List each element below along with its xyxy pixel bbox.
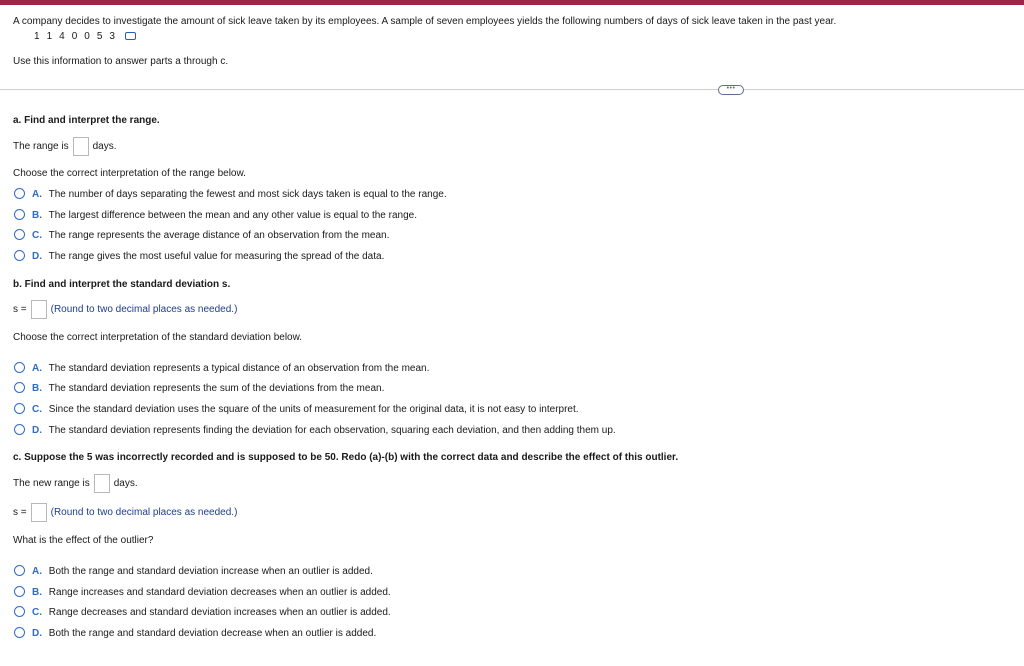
range-prefix: The new range is <box>13 478 90 490</box>
radio-button[interactable] <box>14 188 25 199</box>
option-text: Both the range and standard deviation decrease when an outlier is added. <box>48 628 377 640</box>
option-letter: D. <box>32 251 42 263</box>
option-letter: D. <box>32 628 42 640</box>
option-text: The largest difference between the mean and any other value is equal to the range. <box>48 210 418 222</box>
copy-data-icon[interactable] <box>125 32 136 40</box>
part-b-prompt: b. Find and interpret the standard deviation s. <box>13 279 231 290</box>
part-a-range-line <box>13 137 117 156</box>
radio-button[interactable] <box>14 403 25 414</box>
part-c-option-a[interactable] <box>14 566 373 577</box>
radio-button[interactable] <box>14 586 25 597</box>
range-answer-input[interactable] <box>73 137 89 156</box>
question-text: A company decides to investigate the amount of sick leave taken by its employees. A sample of seven employees yields the following numbers of days of sick leave taken in the past year. <box>13 16 837 27</box>
option-text: The range represents the average distance of an observation from the mean. <box>48 230 390 242</box>
option-letter: A. <box>32 189 42 201</box>
radio-button[interactable] <box>14 250 25 261</box>
part-c-option-c[interactable] <box>14 607 391 618</box>
data-values <box>34 31 143 42</box>
part-c-range-line <box>13 474 138 493</box>
range-suffix: days. <box>92 141 117 153</box>
effect-question: What is the effect of the outlier? <box>13 535 154 546</box>
s-label: s = <box>13 507 27 519</box>
rounding-hint: (Round to two decimal places as needed.) <box>50 507 238 519</box>
option-text: Since the standard deviation uses the square of the units of measurement for the original data, it is not easy to interpret. <box>48 404 579 416</box>
option-letter: C. <box>32 404 42 416</box>
radio-button[interactable] <box>14 565 25 576</box>
part-a-option-c[interactable] <box>14 230 389 241</box>
option-letter: B. <box>32 383 42 395</box>
new-s-answer-input[interactable] <box>31 503 47 522</box>
part-a-prompt: a. Find and interpret the range. <box>13 115 160 126</box>
part-b-option-d[interactable] <box>14 425 616 436</box>
part-a-option-d[interactable] <box>14 251 384 262</box>
part-b-option-c[interactable] <box>14 404 579 415</box>
part-b-choose-text: Choose the correct interpretation of the standard deviation below. <box>13 332 303 343</box>
new-range-answer-input[interactable] <box>94 474 110 493</box>
option-letter: D. <box>32 425 42 437</box>
part-c-option-b[interactable] <box>14 587 391 598</box>
range-prefix: The range is <box>13 141 69 153</box>
data-value: 1 <box>34 31 40 42</box>
data-value: 0 <box>71 31 78 42</box>
option-text: The number of days separating the fewest and most sick days taken is equal to the range. <box>48 189 447 201</box>
part-a-option-a[interactable] <box>14 189 447 200</box>
option-text: The standard deviation represents finding the deviation for each observation, squaring each deviation, and then adding them up. <box>48 425 616 437</box>
data-value: 3 <box>109 31 115 42</box>
radio-button[interactable] <box>14 424 25 435</box>
option-letter: C. <box>32 607 42 619</box>
more-options-button[interactable]: ••• <box>718 85 744 95</box>
option-text: The range gives the most useful value for measuring the spread of the data. <box>48 251 385 263</box>
data-value: 0 <box>84 31 90 42</box>
section-divider <box>0 89 1024 90</box>
s-label: s = <box>13 304 27 316</box>
radio-button[interactable] <box>14 606 25 617</box>
option-letter: C. <box>32 230 42 242</box>
part-c-s-line <box>13 503 237 522</box>
s-answer-input[interactable] <box>31 300 47 319</box>
radio-button[interactable] <box>14 209 25 220</box>
data-value: 1 <box>46 31 53 42</box>
radio-button[interactable] <box>14 229 25 240</box>
option-text: Range decreases and standard deviation increases when an outlier is added. <box>48 607 391 619</box>
part-a-choose-text: Choose the correct interpretation of the range below. <box>13 168 246 179</box>
part-c-prompt: c. Suppose the 5 was incorrectly recorded and is supposed to be 50. Redo (a)-(b) with the correct data and describe the effect of this outlier. <box>13 452 679 463</box>
data-value: 5 <box>96 31 103 42</box>
top-accent-bar <box>0 0 1024 5</box>
range-suffix: days. <box>113 478 138 490</box>
option-text: Both the range and standard deviation increase when an outlier is added. <box>48 566 373 578</box>
part-b-option-a[interactable] <box>14 363 429 374</box>
option-text: The standard deviation represents the sum of the deviations from the mean. <box>48 383 385 395</box>
radio-button[interactable] <box>14 362 25 373</box>
option-letter: A. <box>32 566 42 578</box>
radio-button[interactable] <box>14 627 25 638</box>
option-letter: A. <box>32 363 42 375</box>
radio-button[interactable] <box>14 382 25 393</box>
part-b-s-line <box>13 300 237 319</box>
data-value: 4 <box>59 31 65 42</box>
option-text: The standard deviation represents a typical distance of an observation from the mean. <box>48 363 430 375</box>
instruction-text: Use this information to answer parts a through c. <box>13 56 229 67</box>
option-text: Range increases and standard deviation decreases when an outlier is added. <box>48 587 391 599</box>
part-a-option-b[interactable] <box>14 210 417 221</box>
rounding-hint: (Round to two decimal places as needed.) <box>50 304 238 316</box>
option-letter: B. <box>32 587 42 599</box>
part-b-option-b[interactable] <box>14 383 384 394</box>
option-letter: B. <box>32 210 42 222</box>
part-c-option-d[interactable] <box>14 628 376 639</box>
